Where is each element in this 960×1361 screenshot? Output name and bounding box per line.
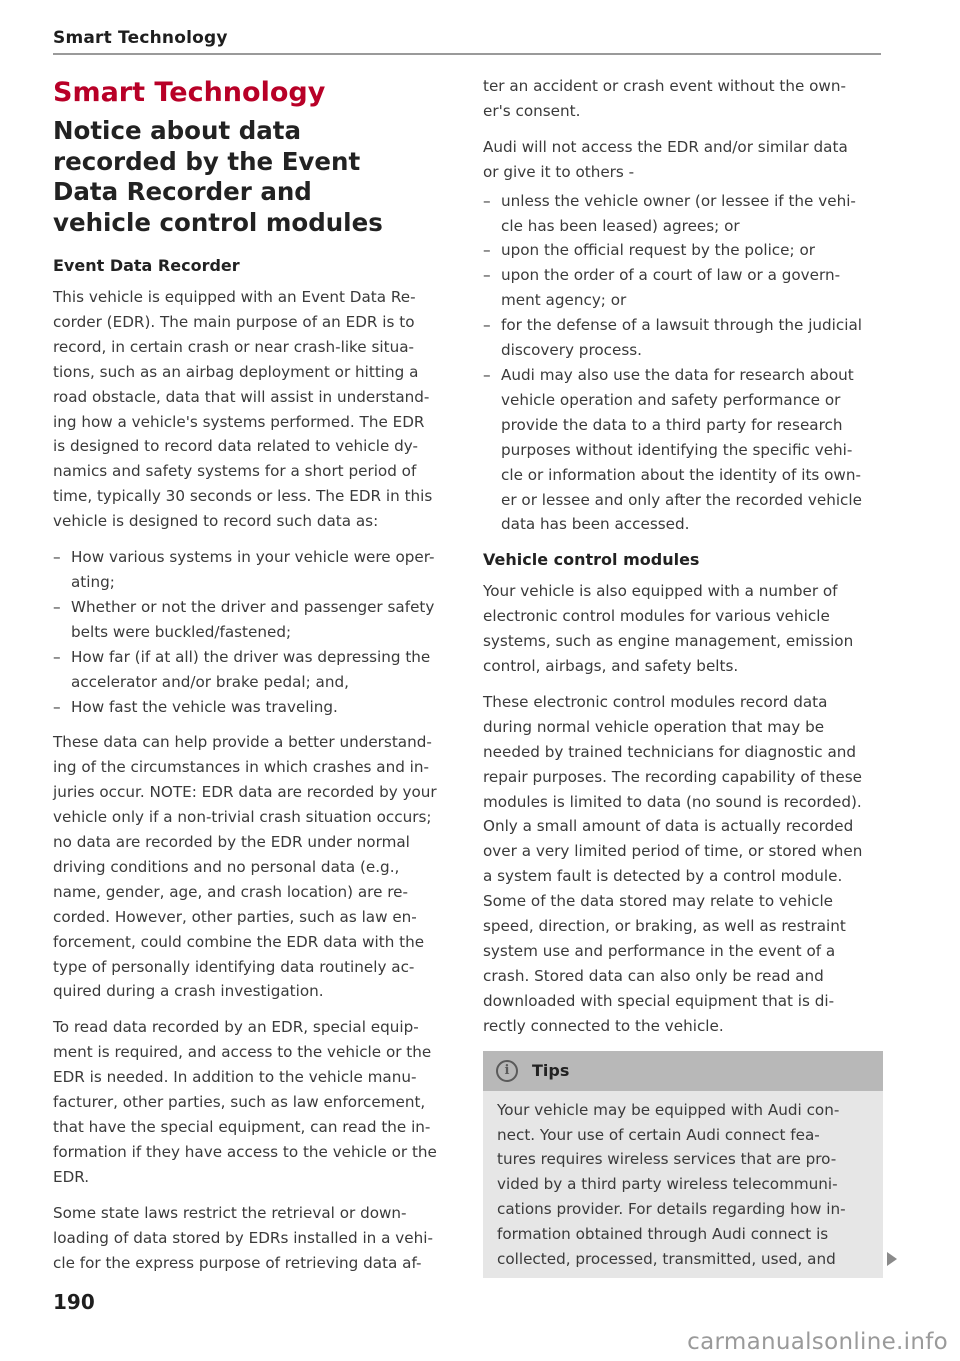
text-line: upon the order of a court of law or a govern- [501, 266, 841, 285]
text-line: vided by a third party wireless telecommuni- [497, 1175, 838, 1194]
text-line: formation if they have access to the vehicle or the [53, 1142, 437, 1161]
text-line: systems, such as engine management, emission [483, 632, 854, 651]
text-line: modules is limited to data (no sound is recorded). [483, 792, 862, 811]
text-line: repair purposes. The recording capability of these [483, 767, 862, 786]
text-line: nect. Your use of certain Audi connect fea- [497, 1125, 820, 1144]
text-line: driving conditions and no personal data (e.g., [53, 857, 400, 876]
text-line: Only a small amount of data is actually recorded [483, 817, 854, 836]
text-line: speed, direction, or braking, as well as restraint [483, 917, 846, 936]
text-line: namics and safety systems for a short period of [53, 462, 417, 481]
text-line: How various systems in your vehicle were oper- [71, 548, 435, 567]
list-item [53, 545, 453, 595]
right-column [483, 74, 883, 1278]
tips-header [483, 1051, 883, 1091]
text-line: ing how a vehicle's systems performed. The EDR [53, 412, 425, 431]
text-line: or give it to others - [483, 162, 635, 181]
text-line: Your vehicle may be equipped with Audi con- [497, 1100, 840, 1119]
list-item [483, 238, 883, 263]
text-line: This vehicle is equipped with an Event Data Re- [53, 288, 416, 306]
edr-usage-paragraph [53, 730, 453, 1004]
text-line: cle for the express purpose of retrieving data af- [53, 1253, 422, 1272]
text-line: These electronic control modules record data [483, 692, 828, 711]
list-item [483, 363, 883, 537]
text-line: ment is required, and access to the vehicle or the [53, 1043, 432, 1062]
list-item [483, 189, 883, 239]
text-line: cle has been leased) agrees; or [501, 216, 740, 235]
text-line: EDR is needed. In addition to the vehicle manu- [53, 1068, 417, 1087]
vcm-intro-paragraph [483, 579, 883, 679]
text-line: Some of the data stored may relate to vehicle [483, 892, 834, 911]
text-line: tions, such as an airbag deployment or hitting a [53, 362, 419, 381]
text-line: a system fault is detected by a control module. [483, 867, 843, 886]
list-item [53, 695, 453, 720]
text-line: downloaded with special equipment that is di- [483, 991, 835, 1010]
text-line: juries occur. NOTE: EDR data are recorded by your [53, 783, 437, 802]
list-item [483, 263, 883, 313]
consent-paragraph [483, 74, 883, 124]
text-line: How far (if at all) the driver was depressing the [71, 647, 431, 666]
text-line: tures requires wireless services that are pro- [497, 1150, 837, 1169]
text-line: vehicle is designed to record such data as: [53, 512, 379, 531]
text-line: for the defense of a lawsuit through the judicial [501, 316, 862, 335]
text-line: is designed to record data related to vehicle dy- [53, 437, 418, 456]
text-line: Audi will not access the EDR and/or similar data [483, 137, 848, 156]
text-line: loading of data stored by EDRs installed in a vehi- [53, 1228, 433, 1247]
text-line: road obstacle, data that will assist in understand- [53, 387, 430, 406]
section-title-line: recorded by the Event [53, 146, 361, 176]
text-line: facturer, other parties, such as law enforcement, [53, 1093, 426, 1112]
text-line: electronic control modules for various vehicle [483, 607, 830, 626]
edr-access-paragraph [53, 1015, 453, 1189]
text-line: Your vehicle is also equipped with a number of [483, 582, 838, 601]
vcm-heading: Vehicle control modules [483, 550, 700, 570]
text-line: How fast the vehicle was traveling. [71, 697, 338, 716]
tips-paragraph [497, 1098, 869, 1272]
text-line: cle or information about the identity of its own- [501, 465, 861, 484]
text-line: upon the official request by the police; or [501, 241, 815, 260]
tips-body [483, 1091, 883, 1278]
section-title [53, 116, 453, 238]
text-line: Whether or not the driver and passenger safety [71, 597, 435, 616]
text-line: vehicle only if a non-trivial crash situation occurs; [53, 808, 432, 827]
text-line: no data are recorded by the EDR under normal [53, 833, 410, 852]
text-line: control, airbags, and safety belts. [483, 657, 739, 676]
text-line: ating; [71, 572, 115, 591]
text-line: forcement, could combine the EDR data with the [53, 932, 425, 951]
text-line: belts were buckled/fastened; [71, 622, 292, 641]
text-line: Some state laws restrict the retrieval or down- [53, 1203, 407, 1222]
text-line: record, in certain crash or near crash-like situa- [53, 337, 414, 356]
text-line: data has been accessed. [501, 515, 690, 534]
text-line: Audi may also use the data for research about [501, 365, 854, 384]
list-item [53, 645, 453, 695]
edr-heading: Event Data Recorder [53, 256, 240, 275]
section-title-line: vehicle control modules [53, 207, 383, 237]
text-line: collected, processed, transmitted, used, and [497, 1250, 836, 1269]
page-title: Smart Technology [53, 77, 326, 108]
text-line: ter an accident or crash event without the own- [483, 77, 846, 95]
text-line: ing of the circumstances in which crashes and in- [53, 758, 430, 777]
state-laws-paragraph [53, 1201, 453, 1276]
text-line: over a very limited period of time, or stored when [483, 842, 863, 861]
text-line: vehicle operation and safety performance or [501, 390, 841, 409]
page-number: 190 [53, 1290, 95, 1314]
text-line: cations provider. For details regarding how in- [497, 1200, 846, 1219]
text-line: corded. However, other parties, such as law en- [53, 907, 417, 926]
text-line: accelerator and/or brake pedal; and, [71, 672, 349, 691]
list-item [53, 595, 453, 645]
info-icon: i [496, 1060, 518, 1082]
text-line: quired during a crash investigation. [53, 982, 324, 1001]
text-line: purposes without identifying the specific vehi- [501, 440, 853, 459]
section-title-line: Notice about data [53, 116, 302, 145]
text-line: EDR. [53, 1167, 90, 1186]
tips-box [483, 1051, 883, 1278]
text-line: that have the special equipment, can read the in- [53, 1118, 431, 1136]
continue-arrow-icon [887, 1252, 897, 1266]
text-line: needed by trained technicians for diagnostic and [483, 742, 857, 761]
audi-access-paragraph [483, 135, 883, 185]
text-line: formation obtained through Audi connect is [497, 1225, 829, 1244]
tips-title: Tips [532, 1061, 570, 1081]
header-rule [53, 53, 881, 55]
text-line: discovery process. [501, 341, 642, 360]
text-line: name, gender, age, and crash location) are re- [53, 882, 408, 901]
text-line: provide the data to a third party for research [501, 415, 843, 434]
text-line: time, typically 30 seconds or less. The EDR in this [53, 487, 433, 506]
edr-data-list [53, 545, 453, 719]
text-line: during normal vehicle operation that may be [483, 717, 825, 736]
running-header: Smart Technology [53, 28, 228, 48]
text-line: To read data recorded by an EDR, special equip- [53, 1018, 419, 1037]
edr-intro-paragraph [53, 285, 453, 534]
site-watermark: carmanualsonline.info [687, 1329, 948, 1355]
section-title-line: Data Recorder and [53, 177, 312, 206]
text-line: corder (EDR). The main purpose of an EDR is to [53, 312, 415, 331]
audi-conditions-list [483, 189, 883, 538]
text-line: er's consent. [483, 101, 581, 120]
text-line: system use and performance in the event of a [483, 942, 836, 960]
text-line: ment agency; or [501, 291, 627, 310]
text-line: rectly connected to the vehicle. [483, 1016, 724, 1035]
text-line: These data can help provide a better understand- [53, 733, 432, 752]
text-line: type of personally identifying data routinely ac- [53, 957, 415, 976]
text-line: crash. Stored data can also only be read and [483, 966, 824, 985]
left-column [53, 74, 453, 1286]
list-item [483, 313, 883, 363]
text-line: er or lessee and only after the recorded vehicle [501, 490, 862, 509]
vcm-detail-paragraph [483, 690, 883, 1039]
text-line: unless the vehicle owner (or lessee if the vehi- [501, 191, 856, 210]
